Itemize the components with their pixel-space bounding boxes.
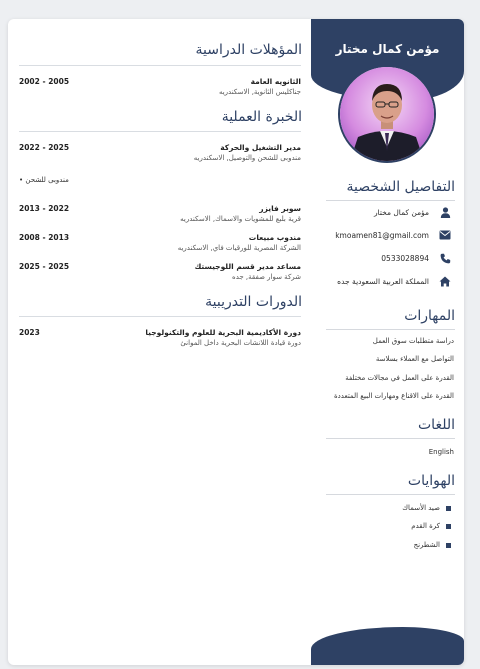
language-item: English bbox=[428, 448, 454, 456]
entry-dates: 2008 - 2013 bbox=[19, 233, 70, 242]
skill-item: القدرة على الاقناع ومهارات البيع المتعددة bbox=[333, 392, 454, 400]
bullet-text: مندوبى للشحن bbox=[25, 176, 69, 184]
entry-title: دورة الأكاديمية البحرية للعلوم والتكنولوجيا bbox=[145, 328, 301, 337]
hobby-item bbox=[414, 541, 451, 549]
divider bbox=[326, 200, 455, 201]
profile-name: مؤمن كمال مختار bbox=[335, 42, 440, 56]
entry-dates: 2002 - 2005 bbox=[19, 77, 70, 86]
entry-title: مدير التشغيل والحركة bbox=[220, 143, 301, 152]
experience-bullet: • مندوبى للشحن bbox=[19, 176, 69, 184]
square-bullet-icon bbox=[446, 543, 451, 548]
courses-title: الدورات التدريبية bbox=[205, 294, 302, 310]
info-email[interactable] bbox=[323, 228, 451, 242]
education-entry bbox=[19, 77, 301, 101]
skill-item: التواصل مع العملاء بسلاسة bbox=[375, 355, 454, 363]
hobby-label: كرة القدم bbox=[411, 522, 440, 530]
experience-entry bbox=[19, 233, 301, 257]
experience-entry bbox=[19, 143, 301, 167]
info-email-text: kmoamen81@gmail.com bbox=[335, 230, 429, 240]
entry-dates: 2013 - 2022 bbox=[19, 204, 70, 213]
entry-dates: 2022 - 2025 bbox=[19, 143, 70, 152]
entry-dates: 2025 - 2025 bbox=[19, 262, 70, 271]
entry-title: مساعد مدير قسم اللوجيستك bbox=[194, 262, 301, 271]
skills-title: المهارات bbox=[404, 308, 455, 324]
entry-subtitle: دورة قيادة اللانشات البحرية داخل الموانئ bbox=[180, 339, 301, 347]
entry-subtitle: جناكليس الثانوية, الاسكندريه bbox=[218, 88, 301, 96]
experience-entry bbox=[19, 262, 301, 286]
entry-subtitle: الشركة المصرية للورقيات فاي, الاسكندريه bbox=[177, 244, 301, 252]
divider bbox=[19, 65, 301, 66]
personal-details-title: التفاصيل الشخصية bbox=[346, 179, 455, 195]
resume-page bbox=[8, 19, 464, 665]
entry-title: الثانويه العامة bbox=[250, 77, 301, 86]
info-name bbox=[323, 205, 451, 219]
info-name-text: مؤمن كمال مختار bbox=[373, 207, 429, 217]
hobbies-title: الهوايات bbox=[407, 473, 455, 489]
home-icon bbox=[439, 275, 451, 287]
hobby-label: صيد الأسماك bbox=[402, 504, 440, 512]
sidebar-footer-band bbox=[311, 627, 464, 665]
divider bbox=[19, 316, 301, 317]
main-content bbox=[8, 19, 311, 665]
divider bbox=[326, 438, 455, 439]
entry-title: سوبر فايزر bbox=[259, 204, 301, 213]
info-address bbox=[323, 274, 451, 288]
course-entry bbox=[19, 328, 301, 352]
languages-title: اللغات bbox=[418, 417, 455, 433]
experience-title: الخبرة العملية bbox=[221, 109, 302, 125]
hobby-item bbox=[411, 522, 451, 530]
info-address-text: المملكة العربية السعودية جده bbox=[337, 276, 429, 286]
entry-title: مندوب مبيعات bbox=[248, 233, 301, 242]
education-title: المؤهلات الدراسية bbox=[195, 42, 302, 58]
entry-dates: 2023 bbox=[19, 328, 40, 337]
divider bbox=[326, 329, 455, 330]
hobby-item bbox=[402, 504, 451, 512]
entry-subtitle: مندوبى للشحن والتوصيل, الاسكندريه bbox=[193, 154, 301, 162]
sidebar bbox=[311, 19, 464, 665]
divider bbox=[326, 494, 455, 495]
envelope-icon bbox=[439, 229, 451, 241]
hobby-label: الشطرنج bbox=[413, 541, 440, 549]
user-icon bbox=[439, 206, 451, 218]
skill-item: دراسة متطلبات سوق العمل bbox=[372, 337, 454, 345]
skill-item: القدرة على العمل في مجالات مختلفة bbox=[345, 374, 454, 382]
profile-photo bbox=[340, 67, 434, 161]
divider bbox=[19, 131, 301, 132]
info-phone[interactable] bbox=[323, 251, 451, 265]
avatar bbox=[338, 65, 436, 163]
experience-entry bbox=[19, 204, 301, 228]
entry-subtitle: قرية بلبع للمشويات والاسماك, الاسكندريه bbox=[180, 215, 301, 223]
entry-subtitle: شركة سوار صفقة, جده bbox=[232, 273, 301, 281]
phone-icon bbox=[439, 252, 451, 264]
square-bullet-icon bbox=[446, 506, 451, 511]
info-phone-text: 0533028894 bbox=[381, 253, 429, 263]
square-bullet-icon bbox=[446, 524, 451, 529]
